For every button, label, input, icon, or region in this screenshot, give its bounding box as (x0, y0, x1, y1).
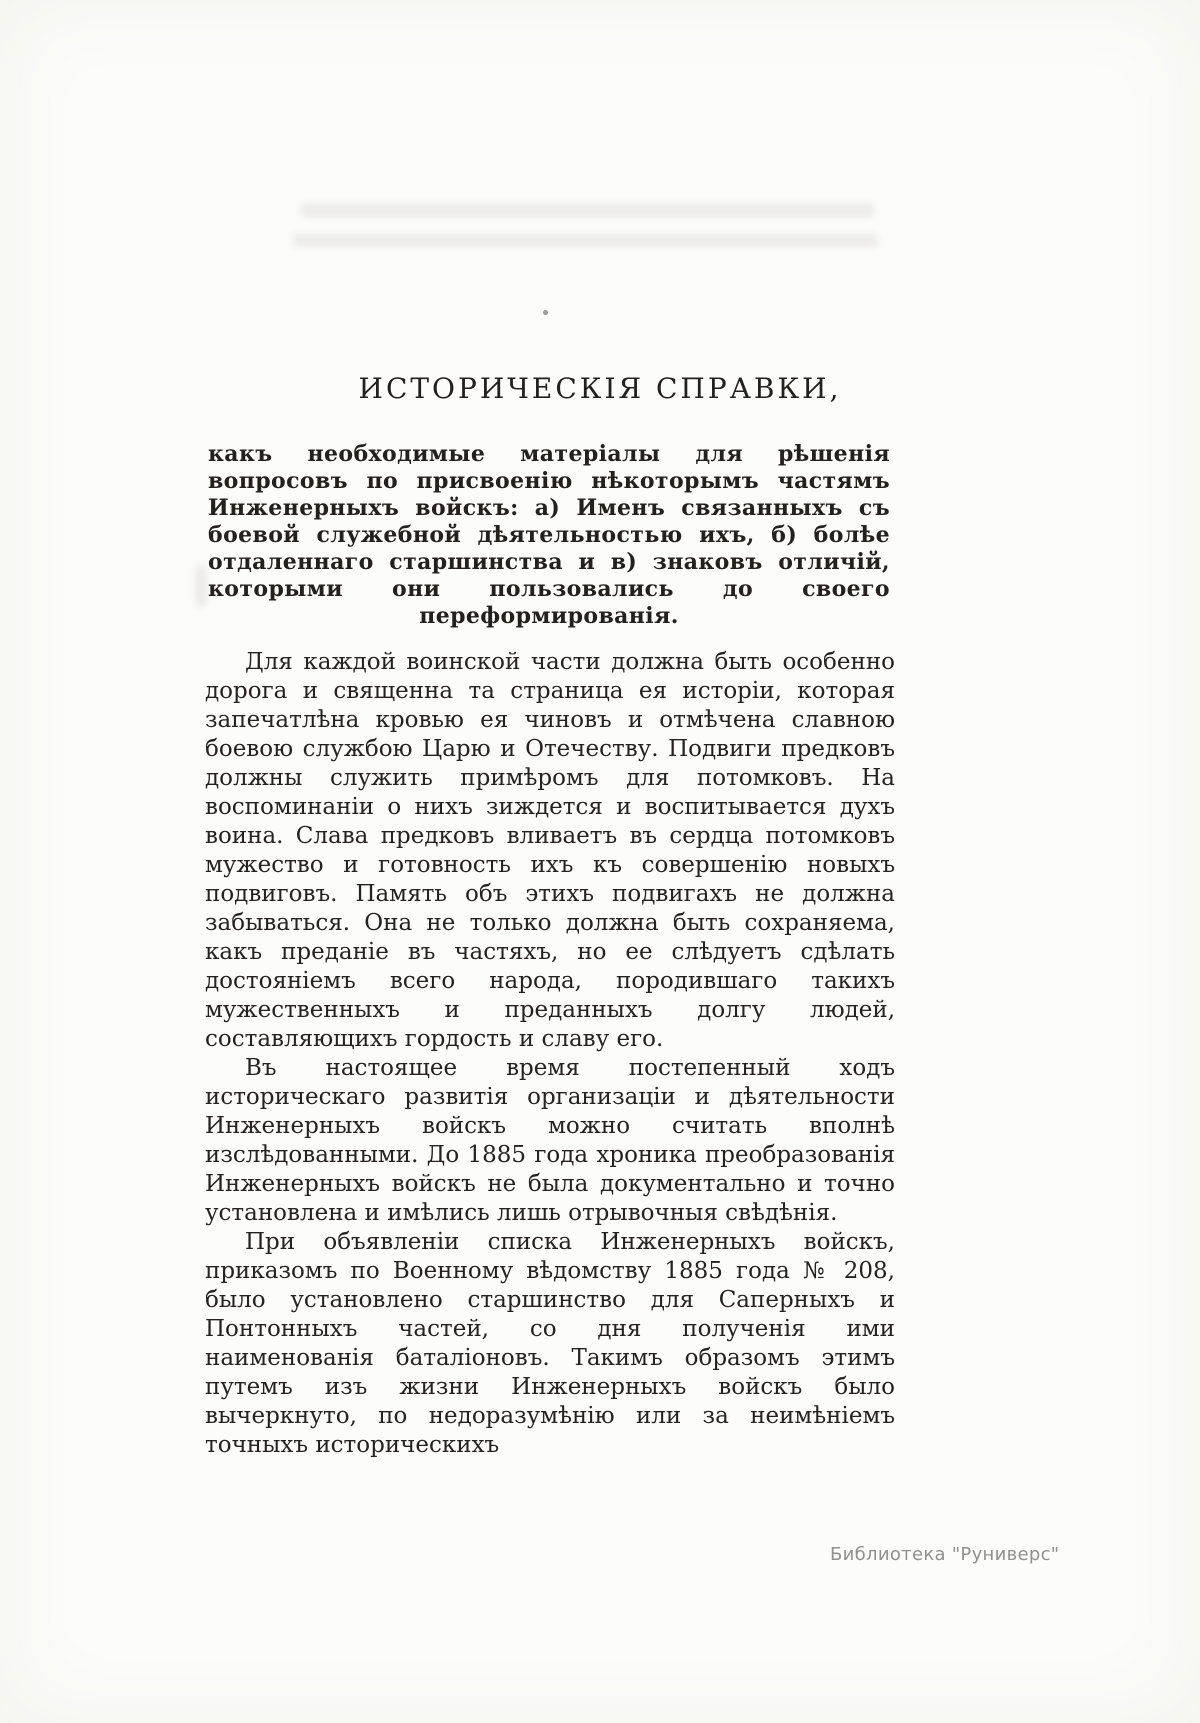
scan-dot-artifact (543, 310, 548, 315)
paragraph-3: При объявленіи списка Инженерныхъ войскъ, приказомъ по Военному вѣдомству 1885 года № 208, было установлено старшинство для Саперныхъ и Понтонныхъ частей, со дня полученія ими наименованія баталіоновъ. Такимъ образомъ этимъ путемъ изъ жизни Инженерныхъ войскъ было вычеркнуто, по недоразумѣнію или за неимѣніемъ точныхъ историческихъ (205, 1229, 895, 1458)
paragraph-1: Для каждой воинской части должна быть особенно дорога и священна та страница ея исторіи, которая запечатлѣна кровью ея чиновъ и отмѣчена славною боевою службою Царю и Отечеству. Подвиги предковъ должны служить примѣромъ для потомковъ. На воспоминаніи о нихъ зиждется и воспитывается духъ воина. Слава предковъ вливаетъ въ сердца потомковъ мужество и готовность ихъ къ совершенію новыхъ подвиговъ. Память объ этихъ подвигахъ не должна забываться. Она не только должна быть сохраняема, какъ преданіе въ частяхъ, но ее слѣдуетъ сдѣлать достояніемъ всего народа, породившаго такихъ мужественныхъ и преданныхъ долгу людей, составляющихъ гордость и славу его. (205, 649, 895, 1052)
subtitle-text: какъ необходимые матеріалы для рѣшенія вопросовъ по присвоенію нѣкоторымъ частямъ Инженерныхъ войскъ: а) Именъ связанныхъ съ боевой служебной дѣятельностью ихъ, б) болѣе отдаленнаго старшинства и в) знаковъ отличій, которыми они пользовались до своего переформированія. (208, 441, 890, 629)
paragraph-2: Въ настоящее время постепенный ходъ историческаго развитія организаціи и дѣятельности Инженерныхъ войскъ можно считать вполнѣ изслѣдованными. До 1885 года хроника преобразованія Инженерныхъ войскъ не была документально и точно установлена и имѣлись лишь отрывочныя свѣдѣнія. (205, 1055, 895, 1226)
scan-smudge (292, 234, 878, 247)
library-watermark: Библиотека "Руниверс" (830, 1544, 1060, 1565)
body-text (205, 648, 895, 1460)
page-title: ИСТОРИЧЕСКІЯ СПРАВКИ, (358, 372, 842, 405)
scan-smudge (300, 204, 875, 217)
scan-smudge (196, 565, 206, 607)
